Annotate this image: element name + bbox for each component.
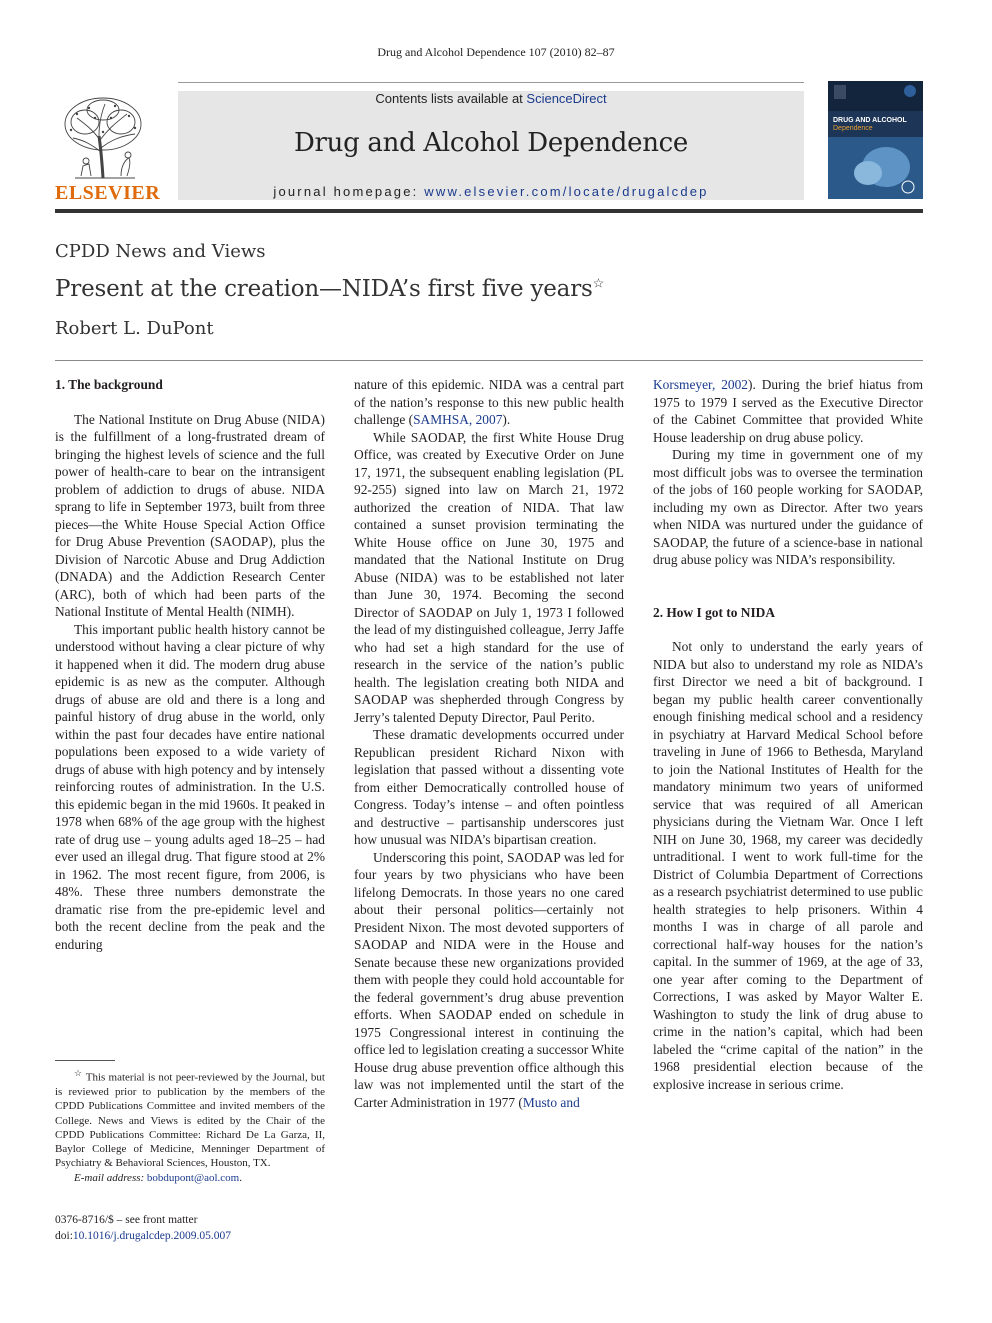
footnote-mark: ☆ — [74, 1068, 83, 1078]
section-heading-how-i-got-to-nida: 2. How I got to NIDA — [653, 604, 775, 620]
text-run: ). — [502, 412, 511, 427]
contents-line — [178, 91, 804, 106]
text-run: ). During the brief hiatus from 1975 to 1979 I served as the Executive Director of the Cabinet Committee that provided White House leadership on drug abuse policy. — [653, 377, 923, 445]
text-run: . — [239, 1171, 242, 1184]
journal-cover-thumbnail[interactable] — [828, 81, 923, 199]
paragraph: While SAODAP, the first White House Drug Office, was created by Executive Order on June 17, 1971, the subsequent enabling legislation (PL 92-255) signed into law on March 21, 1972 authorized the creation of NIDA. That law contained a sunset provision terminating the White House office on June 30, 1975 and mandated that the National Institute on Drug Abuse (NIDA) was to be established not later than June 30, 1974. Becoming the second Director of SAODAP on July 1, 1973 I followed the lead of my distinguished colleague, Jerry Jaffe who had set a high standard for the use of research in the service of the nation’s public health. The legislation creating both NIDA and SAODAP was shepherded through Congress by Jerry’s talented Deputy Director, Paul Perito. — [354, 429, 624, 725]
text-run: Underscoring this point, SAODAP was led for four years by two physicians who have been lifelong Democrats. In those years no one cared about their personal politics—certainly not President Nixon. The most devoted supporters of SAODAP and NIDA were in the House and Senate because these new organizations provided them with people they could hold accountable for the federal government’s drug abuse prevention efforts. When SAODAP ended on schedule in 1975 Congressional interest in continuing the office led to legislation creating a successor White House drug abuse prevention office although this law was not implemented until the start of the Carter Administration in 1977 ( — [354, 849, 624, 1110]
column-1 — [55, 376, 325, 953]
paragraph: These dramatic developments occurred under Republican president Richard Nixon with legislation that passed without a dissenting vote from either Democratically controlled house of Congress. Today’s intense – and often pointless and destructive – partisanship underscores just how unusual was NIDA’s bipartisan creation. — [354, 727, 624, 847]
doi-link[interactable]: 10.1016/j.drugalcdep.2009.05.007 — [72, 1230, 231, 1242]
article-author: Robert L. DuPont — [55, 318, 214, 339]
sciencedirect-link[interactable]: ScienceDirect — [526, 91, 607, 106]
cover-art — [828, 81, 923, 199]
column-2 — [354, 376, 624, 1111]
paragraph: This important public health history cannot be understood without having a clear picture of why it happened when it did. The modern drug abuse epidemic is as new as the computer. Although drugs of abuse are old and there is a long and painful history of drug abuse in the world, only within the past four decades have entire national populations been exposed to a wide variety of drugs of abuse with high potency and by intensely reinforcing routes of administration. In the U.S. this epidemic began in the mid 1960s. It peaked in 1978 when 68% of the age group with the highest rate of drug use – young adults aged 18–25 – had ever used an illegal drug. That figure stood at 2% in 1962. The most recent figure, from 2006, is 48%. These three numbers demonstrate the dramatic rise from the pre-epidemic level and both the recent decline from the peak and the enduring — [55, 621, 325, 952]
journal-title: Drug and Alcohol Dependence — [294, 128, 688, 158]
paragraph — [653, 376, 923, 446]
column-3 — [653, 376, 923, 1093]
paragraph: The National Institute on Drug Abuse (NIDA) is the fulfillment of a long-frustrated dream of bringing the highest levels of science and the full power of health-care to bear on the intransigent problem of addiction to drugs of abuse. NIDA sprang to life in September 1973, built from three pieces—the White House Special Action Office for Drug Abuse Prevention (SAODAP), plus the Division of Narcotic Abuse and Drug Addiction (DNADA) and the Addiction Research Center (ARC), both of which had been parts of the National Institute of Mental Health (NIMH). — [55, 411, 325, 619]
homepage-prefix: journal homepage: — [273, 184, 425, 199]
paragraph — [354, 849, 624, 1112]
cover-title: DRUG AND ALCOHOL — [833, 117, 907, 124]
title-footnote-mark[interactable]: ☆ — [592, 276, 605, 292]
title-rule — [55, 360, 923, 361]
front-matter — [55, 1212, 231, 1244]
text-run: nature of this epidemic. NIDA was a central part of the nation’s response to this new public health challenge ( — [354, 377, 624, 427]
paragraph: During my time in government one of my most difficult jobs was to oversee the termination of the jobs of 160 people working for SAODAP, including my own as Director. After two years when NIDA was nurtured under the guidance of SAODAP, the future of a science-base in national drug abuse policy was NIDA’s responsibility. — [653, 447, 923, 567]
issn-line: 0376-8716/$ – see front matter — [55, 1214, 198, 1226]
header-rule — [178, 82, 804, 83]
doi-prefix: doi: — [55, 1230, 73, 1242]
journal-citation: Drug and Alcohol Dependence 107 (2010) 82–87 — [377, 45, 615, 59]
reference-link[interactable]: SAMHSA, 2007 — [413, 412, 503, 427]
footnote-rule — [55, 1060, 115, 1061]
reference-link[interactable]: Musto and — [522, 1094, 580, 1110]
journal-homepage — [178, 184, 804, 199]
contents-prefix: Contents lists available at — [375, 91, 527, 106]
reference-link[interactable]: Korsmeyer, 2002 — [653, 377, 749, 392]
cover-subtitle: Dependence — [833, 125, 873, 132]
publisher-wordmark: ELSEVIER — [55, 182, 161, 204]
section-label: CPDD News and Views — [55, 241, 266, 262]
header-thick-rule — [55, 209, 923, 213]
section-heading-background: 1. The background — [55, 377, 163, 392]
doi-line — [55, 1228, 231, 1244]
homepage-link[interactable]: www.elsevier.com/locate/drugalcdep — [424, 184, 709, 199]
paragraph: Not only to understand the early years of NIDA but also to understand my role as NIDA’s first Director we need a bit of background. I began my public health career conventionally enough finishing medical school and a residency in psychiatry at Harvard Medical School before traveling in June of 1966 to Bethesda, Maryland to join the National Institutes of Health for the mandatory minimum two years of uniformed service that was required of all American physicians during the Vietnam War. Once I left NIH on June 30, 1968, my career was decidedly untraditional. I went to work full-time for the District of Columbia Department of Corrections as a research psychiatrist determined to use public health strategies to help prisoners. Within 4 months I was in charge of all parole and correctional half-way houses for the nation’s capital. In the summer of 1969, at the age of 33, one year after coming to the Department of Corrections, I was asked by Mayor Walter E. Washington to study the link of drug abuse to crime in the nation’s capital, which had been labeled the “crime capital of the nation” in the 1968 presidential election because of the explosive increase in serious crime. — [653, 639, 923, 1092]
email-label: E-mail address: — [74, 1171, 145, 1184]
footnote-text: This material is not peer-reviewed by the Journal, but is reviewed prior to publication by the members of the CPDD Publications Committee and invited members of the College. News and Views is edited by the Chair of the CPDD Publications Committee: Richard De La Garza, II, Baylor College of Medicine, Menninger Department of Psychiatry & Behavioral Sciences, Houston, TX. — [55, 1071, 325, 1170]
paragraph — [354, 376, 624, 429]
article-title — [55, 276, 604, 302]
author-email-link[interactable]: bobdupont@aol.com — [146, 1171, 240, 1184]
footnote — [55, 1066, 325, 1185]
article-title-text: Present at the creation—NIDA’s first five years — [55, 276, 593, 302]
